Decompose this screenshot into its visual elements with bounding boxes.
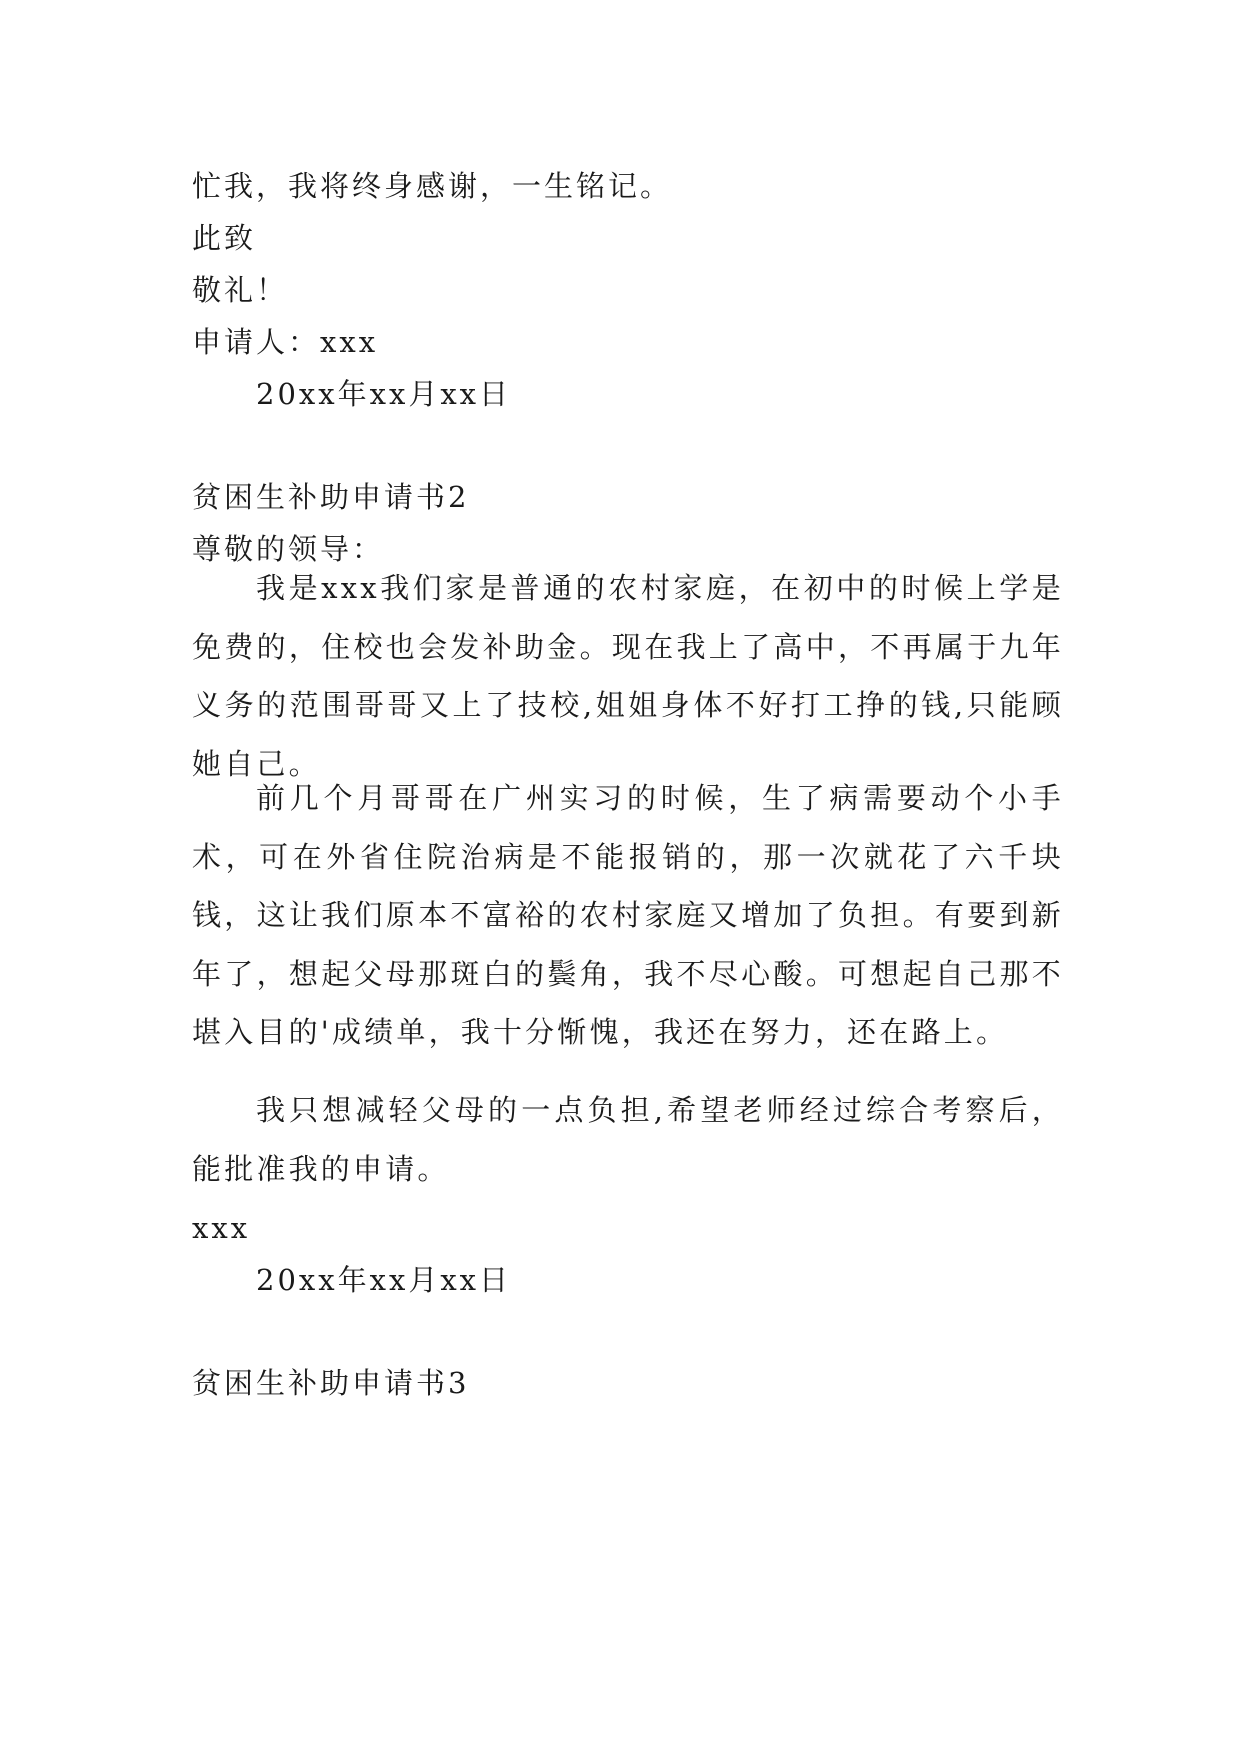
applicant-signature: 申请人：xxx (192, 325, 379, 359)
letter2-title: 贫困生补助申请书2 (192, 480, 470, 514)
salutation-jingli: 敬礼！ (192, 273, 289, 307)
closing-line: 忙我，我将终身感谢，一生铭记。 (192, 169, 673, 203)
salutation-cizhi: 此致 (192, 221, 257, 255)
letter2-paragraph-3: 我只想减轻父母的一点负担,希望老师经过综合考察后，能批准我的申请。 (192, 1093, 1064, 1186)
letter2-date: 20xx年xx月xx日 (256, 1263, 512, 1297)
letter1-date: 20xx年xx月xx日 (256, 377, 512, 411)
letter2-paragraph-1: 我是xxx我们家是普通的农村家庭，在初中的时候上学是免费的，住校也会发补助金。现在我上了高中，不再属于九年义务的范围哥哥又上了技校,姐姐身体不好打工挣的钱,只能顾她自己。 (192, 571, 1064, 781)
letter2-greeting: 尊敬的领导： (192, 532, 385, 566)
letter2-paragraph-2: 前几个月哥哥在广州实习的时候，生了病需要动个小手术，可在外省住院治病是不能报销的，那一次就花了六千块钱，这让我们原本不富裕的农村家庭又增加了负担。有要到新年了，想起父母那斑白的鬓角，我不尽心酸。可想起自己那不堪入目的'成绩单，我十分惭愧，我还在努力，还在路上。 (192, 781, 1064, 1049)
letter3-title: 贫困生补助申请书3 (192, 1366, 470, 1400)
letter2-signature: xxx (192, 1211, 251, 1245)
